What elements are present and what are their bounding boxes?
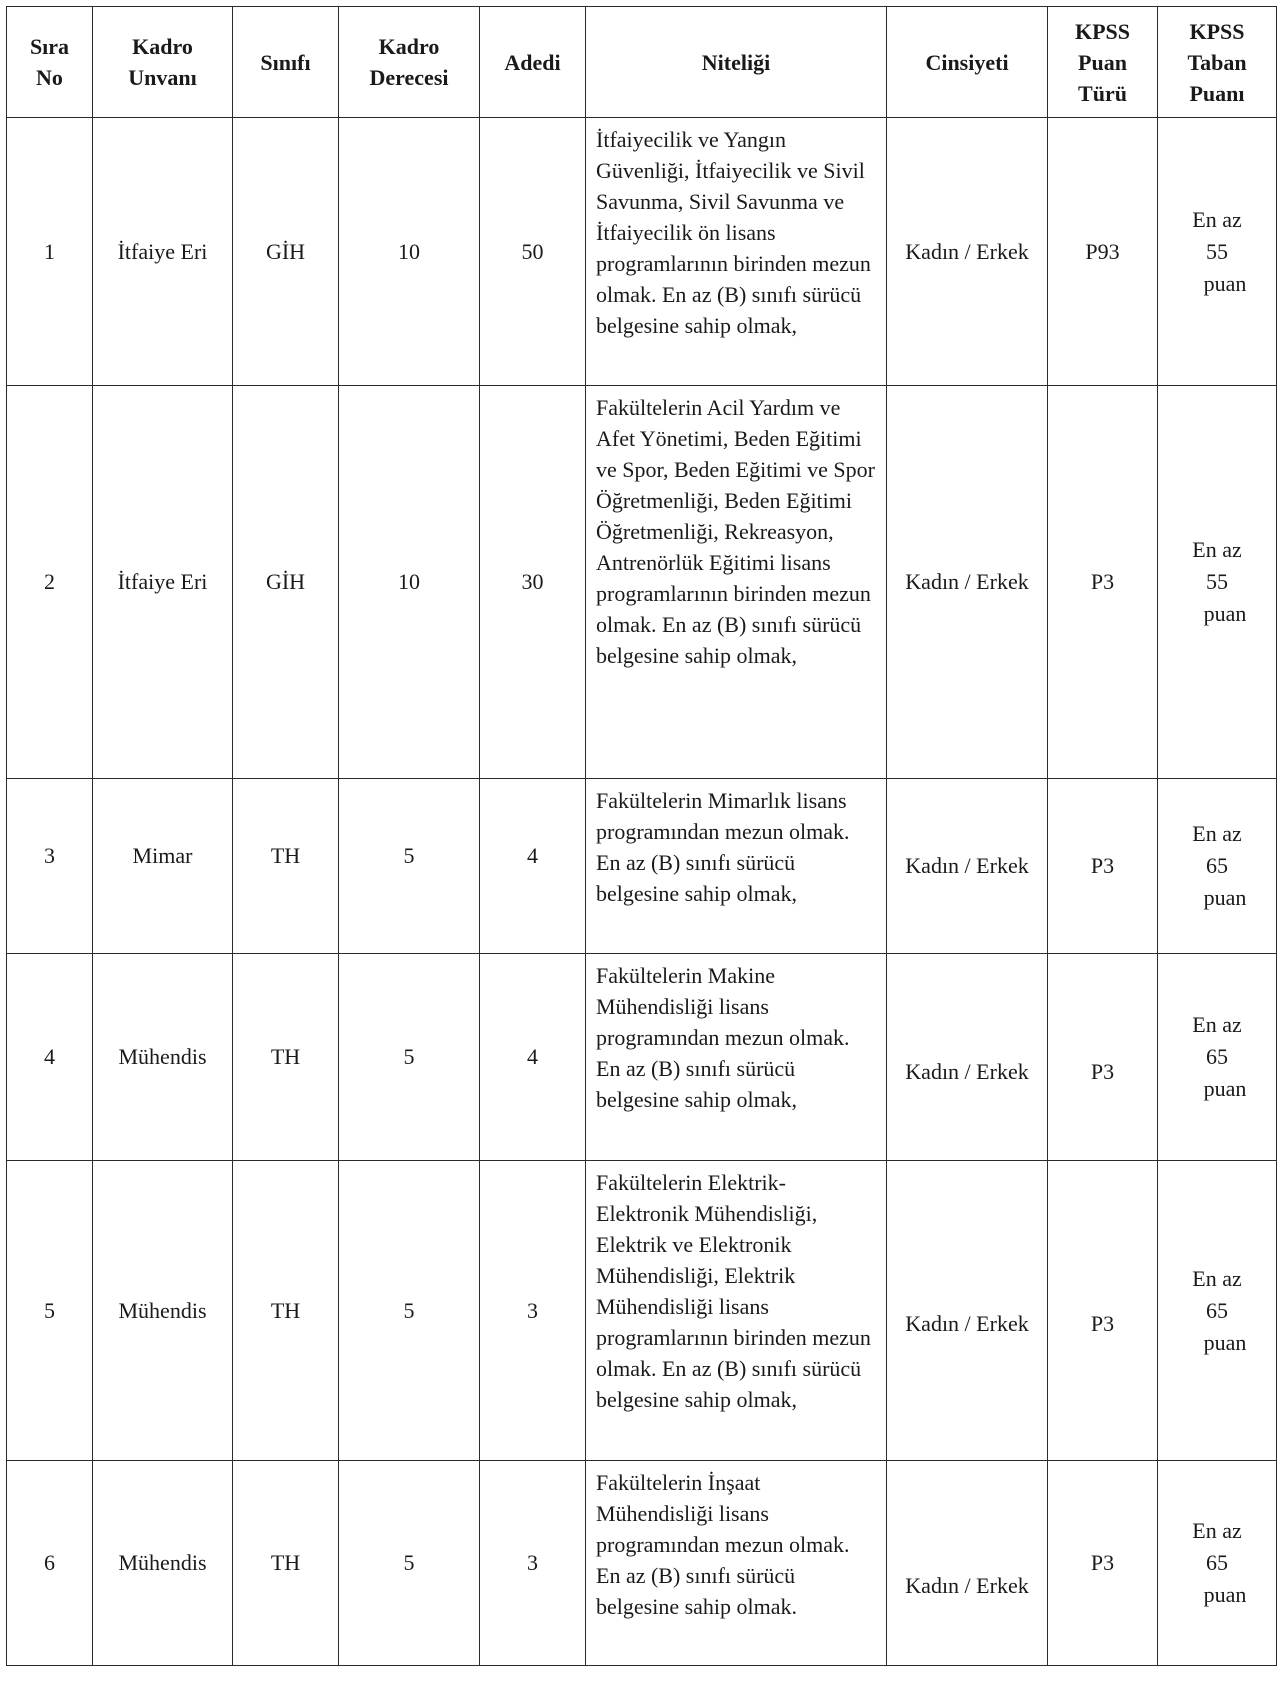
cell-adedi: 4	[480, 779, 586, 954]
cell-adedi: 30	[480, 386, 586, 779]
score-value: 55	[1206, 569, 1228, 594]
cell-kpss-taban-puani	[1158, 386, 1277, 779]
cell-sinifi: GİH	[233, 118, 339, 386]
cell-kadro-unvani: İtfaiye Eri	[93, 118, 233, 386]
cell-sinifi: TH	[233, 779, 339, 954]
header-adedi	[480, 7, 586, 118]
cell-niteligi: Fakültelerin Makine Mühendisliği lisans programından mezun olmak. En az (B) sınıfı sürücü belgesine sahip olmak,	[586, 954, 887, 1161]
cell-kadro-unvani: İtfaiye Eri	[93, 386, 233, 779]
header-cinsiyeti	[887, 7, 1048, 118]
cell-niteligi: İtfaiyecilik ve Yangın Güvenliği, İtfaiyecilik ve Sivil Savunma, Sivil Savunma ve İtfaiyecilik ön lisans programlarının birinden mezun olmak. En az (B) sınıfı sürücü belgesine sahip olmak,	[586, 118, 887, 386]
cell-sinifi: TH	[233, 1461, 339, 1666]
score-unit: puan	[1203, 885, 1247, 910]
score-prefix: En az	[1192, 206, 1242, 232]
cell-cinsiyeti: Kadın / Erkek	[887, 118, 1048, 386]
table-row	[7, 1461, 1277, 1666]
cell-kpss-puan-turu: P3	[1048, 1161, 1158, 1461]
score-value: 65	[1206, 853, 1228, 878]
header-kpss-puan-turu	[1048, 7, 1158, 118]
score-value: 65	[1206, 1297, 1228, 1323]
score-value: 65	[1206, 1044, 1228, 1069]
cell-adedi: 3	[480, 1161, 586, 1461]
header-text: No	[36, 65, 63, 90]
header-text: Unvanı	[128, 65, 197, 90]
cell-cinsiyeti: Kadın / Erkek	[887, 1161, 1048, 1461]
table-body	[7, 118, 1277, 1666]
cell-kpss-taban-puani	[1158, 1161, 1277, 1461]
header-text: Sıra	[29, 34, 70, 59]
cell-sira-no: 5	[7, 1161, 93, 1461]
header-text: Cinsiyeti	[925, 49, 1009, 75]
cell-kadro-derecesi: 5	[339, 1161, 480, 1461]
cell-kadro-unvani: Mühendis	[93, 1161, 233, 1461]
header-sinifi	[233, 7, 339, 118]
cell-sira-no: 6	[7, 1461, 93, 1666]
cell-niteligi: Fakültelerin İnşaat Mühendisliği lisans programından mezun olmak. En az (B) sınıfı sürücü belgesine sahip olmak.	[586, 1461, 887, 1666]
cell-sinifi: TH	[233, 954, 339, 1161]
header-text: Kadro	[378, 34, 440, 59]
header-text: Puanı	[1189, 80, 1245, 106]
score-value: 55	[1206, 238, 1228, 264]
cell-sira-no: 1	[7, 118, 93, 386]
cell-cinsiyeti: Kadın / Erkek	[887, 386, 1048, 779]
score-unit: puan	[1203, 1582, 1247, 1607]
cell-adedi: 4	[480, 954, 586, 1161]
header-text: Sınıfı	[260, 49, 311, 75]
cell-cinsiyeti: Kadın / Erkek	[887, 954, 1048, 1161]
cell-kpss-taban-puani	[1158, 779, 1277, 954]
score-prefix: En az	[1192, 1265, 1242, 1291]
cell-sinifi: TH	[233, 1161, 339, 1461]
header-text: KPSS	[1074, 18, 1131, 44]
cell-cinsiyeti: Kadın / Erkek	[887, 1461, 1048, 1666]
score-unit: puan	[1203, 1329, 1247, 1355]
score-value: 65	[1206, 1550, 1228, 1575]
header-kpss-taban-puani	[1158, 7, 1277, 118]
header-kadro-derecesi	[339, 7, 480, 118]
table-row	[7, 1161, 1277, 1461]
table-header	[7, 7, 1277, 118]
table-row	[7, 954, 1277, 1161]
cell-adedi: 50	[480, 118, 586, 386]
cell-sira-no: 3	[7, 779, 93, 954]
table-row	[7, 386, 1277, 779]
score-prefix: En az	[1192, 821, 1242, 846]
cell-kadro-derecesi: 5	[339, 954, 480, 1161]
cell-kadro-unvani: Mühendis	[93, 954, 233, 1161]
cell-kadro-unvani: Mimar	[93, 779, 233, 954]
cell-kadro-unvani: Mühendis	[93, 1461, 233, 1666]
cell-kadro-derecesi: 10	[339, 118, 480, 386]
cell-sinifi: GİH	[233, 386, 339, 779]
cell-kpss-puan-turu: P3	[1048, 386, 1158, 779]
header-sira-no	[7, 7, 93, 118]
cell-kpss-puan-turu: P93	[1048, 118, 1158, 386]
header-row	[7, 7, 1277, 118]
score-unit: puan	[1203, 270, 1247, 296]
score-prefix: En az	[1192, 537, 1242, 562]
cell-niteligi: Fakültelerin Acil Yardım ve Afet Yönetimi, Beden Eğitimi ve Spor, Beden Eğitimi ve Spor Öğretmenliği, Beden Eğitimi Öğretmenliği, Rekreasyon, Antrenörlük Eğitimi lisans programlarının birinden mezun olmak. En az (B) sınıfı sürücü belgesine sahip olmak,	[586, 386, 887, 779]
cell-kpss-puan-turu: P3	[1048, 779, 1158, 954]
header-text: Niteliği	[701, 49, 771, 75]
cell-kadro-derecesi: 10	[339, 386, 480, 779]
cell-kadro-derecesi: 5	[339, 1461, 480, 1666]
header-text: Adedi	[504, 49, 561, 75]
score-unit: puan	[1203, 601, 1247, 626]
cell-kpss-taban-puani	[1158, 954, 1277, 1161]
header-niteligi	[586, 7, 887, 118]
header-text: Kadro	[132, 34, 193, 59]
header-kadro-unvani	[93, 7, 233, 118]
header-text: Puan	[1078, 49, 1127, 75]
cell-cinsiyeti: Kadın / Erkek	[887, 779, 1048, 954]
header-text: Taban	[1187, 49, 1247, 75]
cell-kpss-puan-turu: P3	[1048, 1461, 1158, 1666]
score-prefix: En az	[1192, 1518, 1242, 1543]
cell-sira-no: 2	[7, 386, 93, 779]
table-row	[7, 118, 1277, 386]
cell-kadro-derecesi: 5	[339, 779, 480, 954]
staff-positions-table	[6, 6, 1277, 1666]
cell-kpss-taban-puani	[1158, 1461, 1277, 1666]
cell-niteligi: Fakültelerin Elektrik-Elektronik Mühendisliği, Elektrik ve Elektronik Mühendisliği, Elektrik Mühendisliği lisans programlarının birinden mezun olmak. En az (B) sınıfı sürücü belgesine sahip olmak,	[586, 1161, 887, 1461]
header-text: Derecesi	[369, 65, 449, 90]
cell-kpss-taban-puani	[1158, 118, 1277, 386]
score-unit: puan	[1203, 1076, 1247, 1101]
cell-niteligi: Fakültelerin Mimarlık lisans programından mezun olmak. En az (B) sınıfı sürücü belgesine sahip olmak,	[586, 779, 887, 954]
header-text: Türü	[1078, 80, 1127, 106]
header-text: KPSS	[1189, 18, 1245, 44]
cell-kpss-puan-turu: P3	[1048, 954, 1158, 1161]
table-row	[7, 779, 1277, 954]
cell-adedi: 3	[480, 1461, 586, 1666]
cell-sira-no: 4	[7, 954, 93, 1161]
score-prefix: En az	[1192, 1012, 1242, 1037]
